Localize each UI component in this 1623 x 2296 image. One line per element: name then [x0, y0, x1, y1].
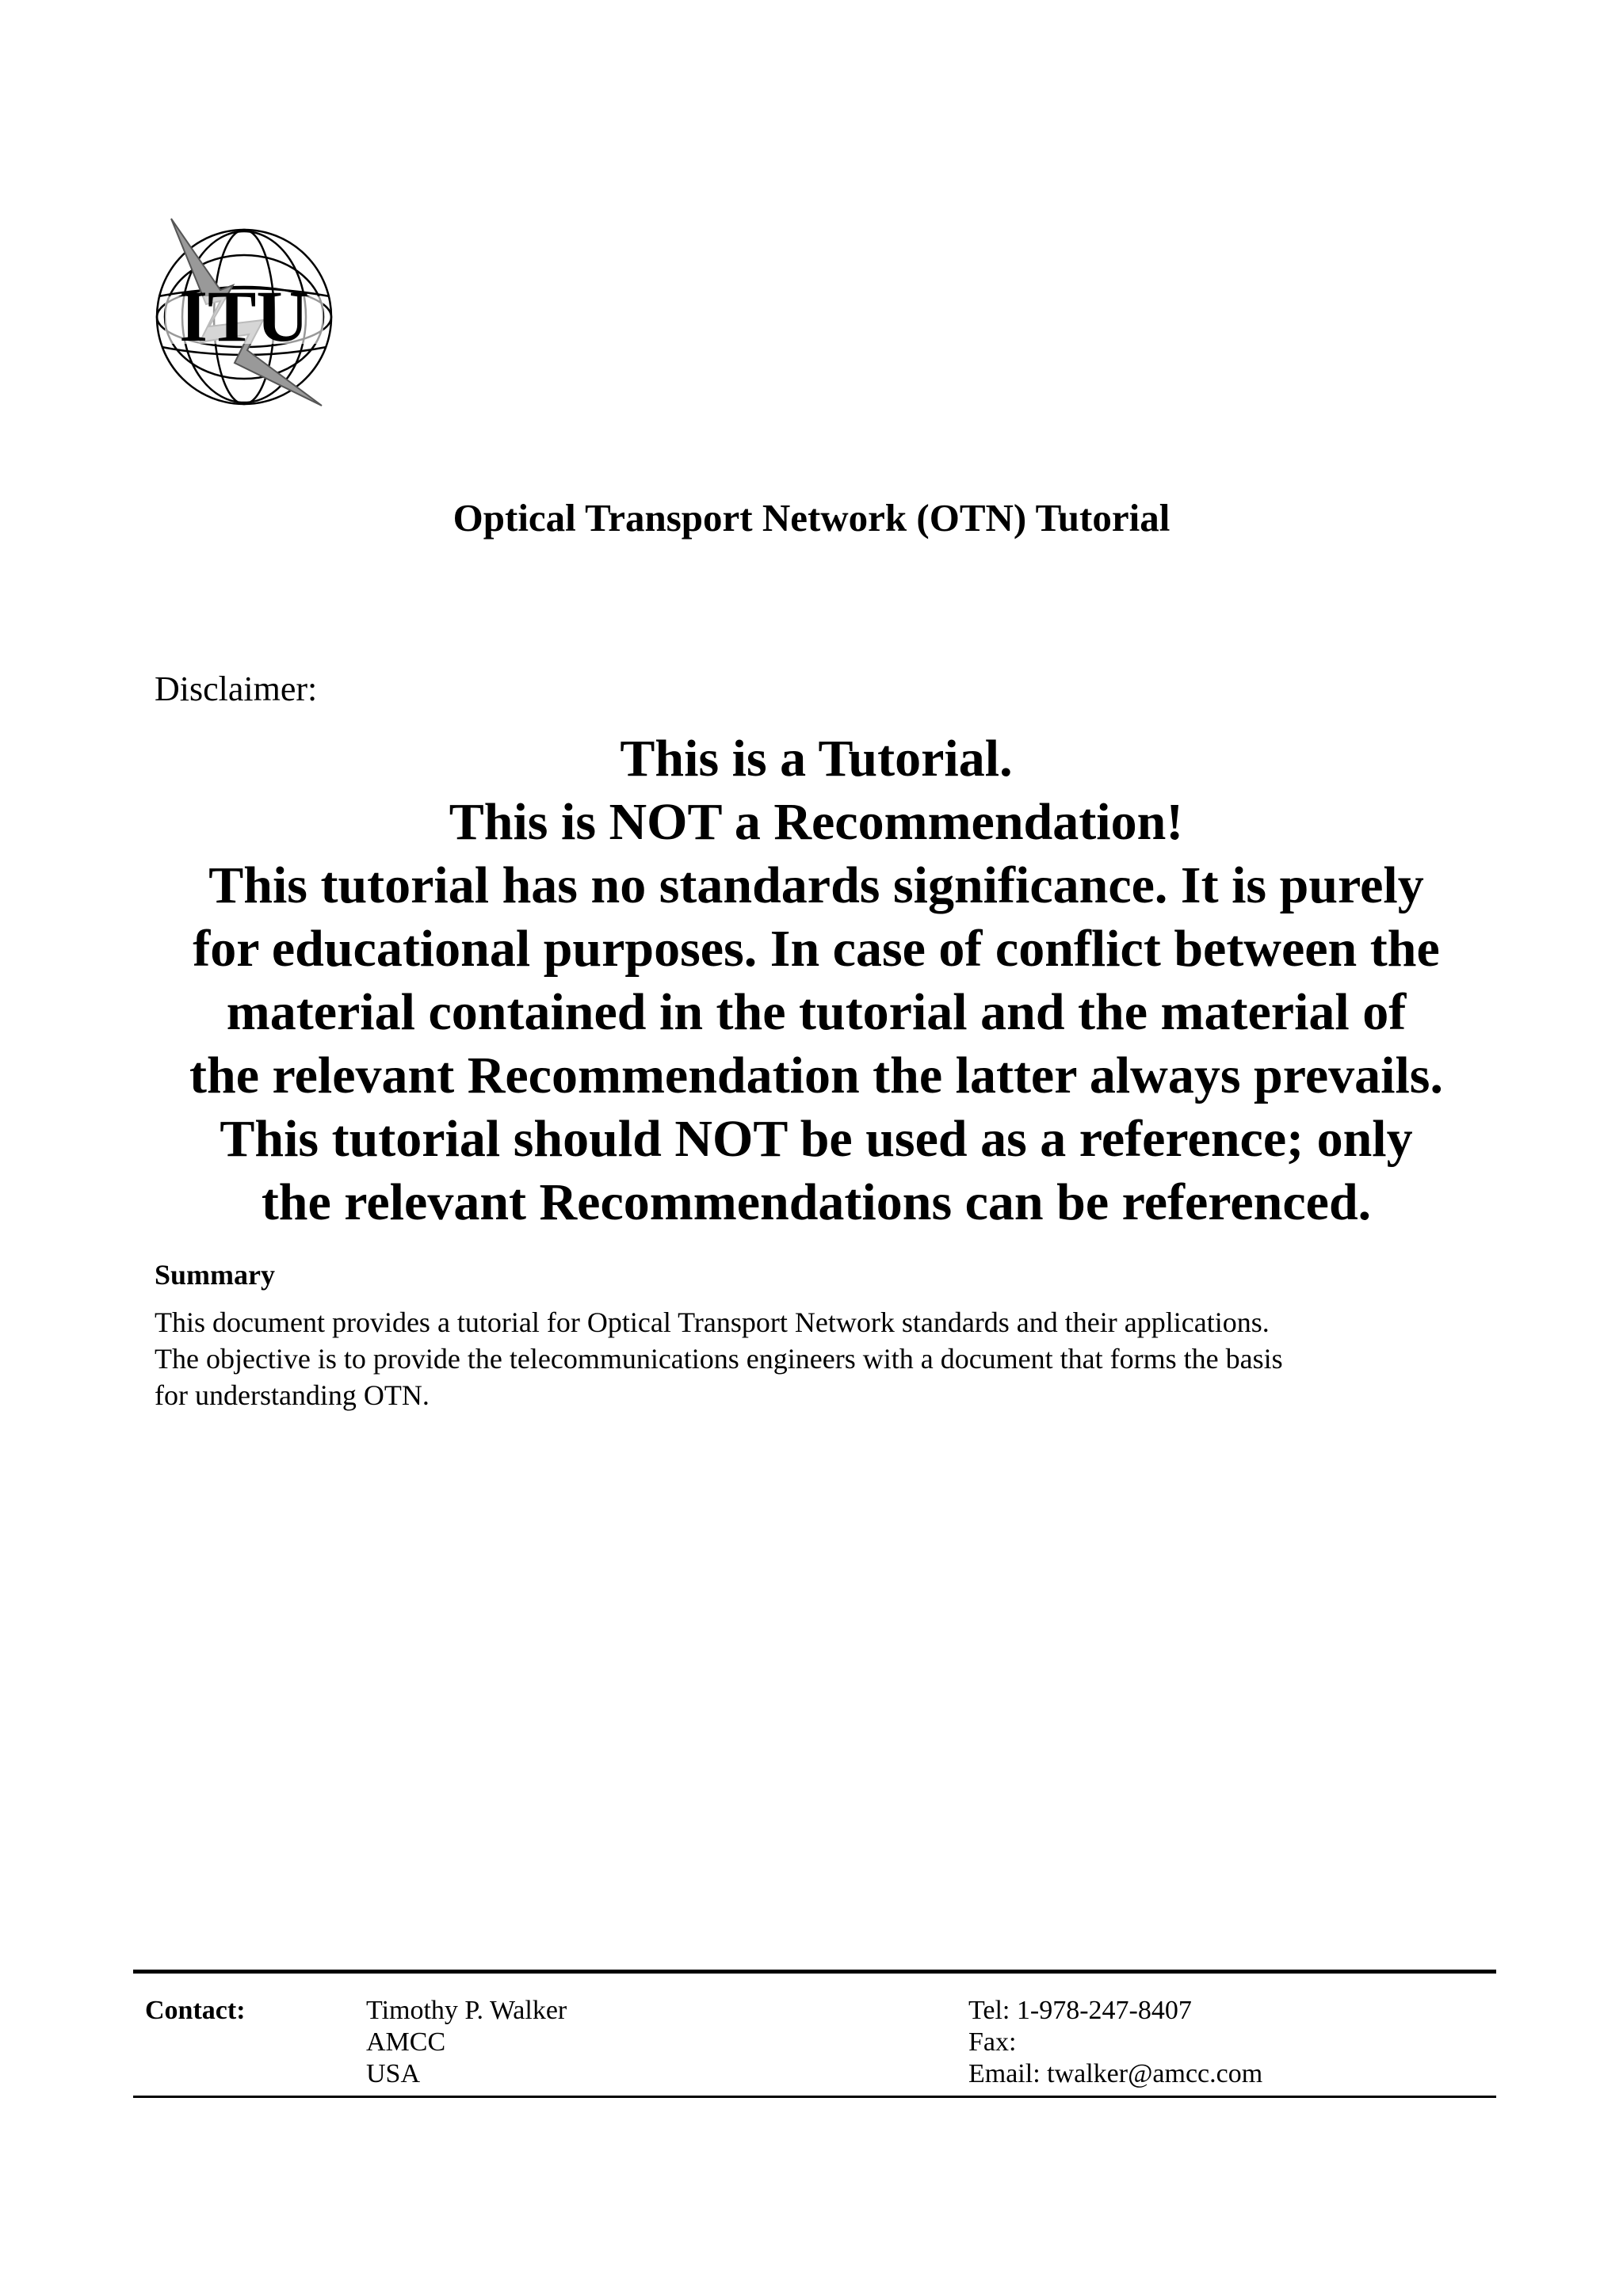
- contact-label: Contact:: [145, 1996, 246, 2025]
- contact-person-block: [366, 1995, 567, 2090]
- itu-logo: [147, 208, 338, 415]
- svg-text:ITU: ITU: [179, 276, 309, 357]
- disclaimer-line: This tutorial should NOT be used as a reference; only: [220, 1110, 1413, 1168]
- disclaimer-line: the relevant Recommendation the latter always prevails.: [189, 1047, 1443, 1104]
- disclaimer-notice: [95, 727, 1537, 1234]
- summary-line: for understanding OTN.: [155, 1379, 430, 1411]
- contact-email: Email: twalker@amcc.com: [968, 2059, 1263, 2088]
- document-title: Optical Transport Network (OTN) Tutorial: [453, 496, 1170, 540]
- summary-heading: Summary: [155, 1259, 275, 1291]
- summary-line: The objective is to provide the telecommunications engineers with a document that forms the basis: [155, 1343, 1283, 1375]
- summary-paragraph: [155, 1304, 1502, 1413]
- disclaimer-line: for educational purposes. In case of conflict between the: [193, 920, 1440, 978]
- disclaimer-line: material contained in the tutorial and the material of: [226, 983, 1407, 1041]
- contact-tel: Tel: 1-978-247-8407: [968, 1996, 1192, 2025]
- disclaimer-line: This is a Tutorial.: [620, 730, 1013, 788]
- disclaimer-line: This is NOT a Recommendation!: [449, 793, 1184, 851]
- contact-fax: Fax:: [968, 2027, 1017, 2057]
- disclaimer-line: This tutorial has no standards significance. It is purely: [208, 856, 1424, 914]
- contact-name: Timothy P. Walker: [366, 1996, 567, 2025]
- disclaimer-label: Disclaimer:: [155, 669, 318, 708]
- contact-details-block: [968, 1995, 1262, 2090]
- disclaimer-line: the relevant Recommendations can be referenced.: [261, 1173, 1372, 1231]
- contact-country: USA: [366, 2059, 421, 2088]
- contact-bottom-divider: [133, 2096, 1496, 2098]
- summary-line: This document provides a tutorial for Optical Transport Network standards and their applications.: [155, 1306, 1270, 1338]
- contact-organization: AMCC: [366, 2027, 446, 2057]
- contact-top-divider: [133, 1970, 1496, 1974]
